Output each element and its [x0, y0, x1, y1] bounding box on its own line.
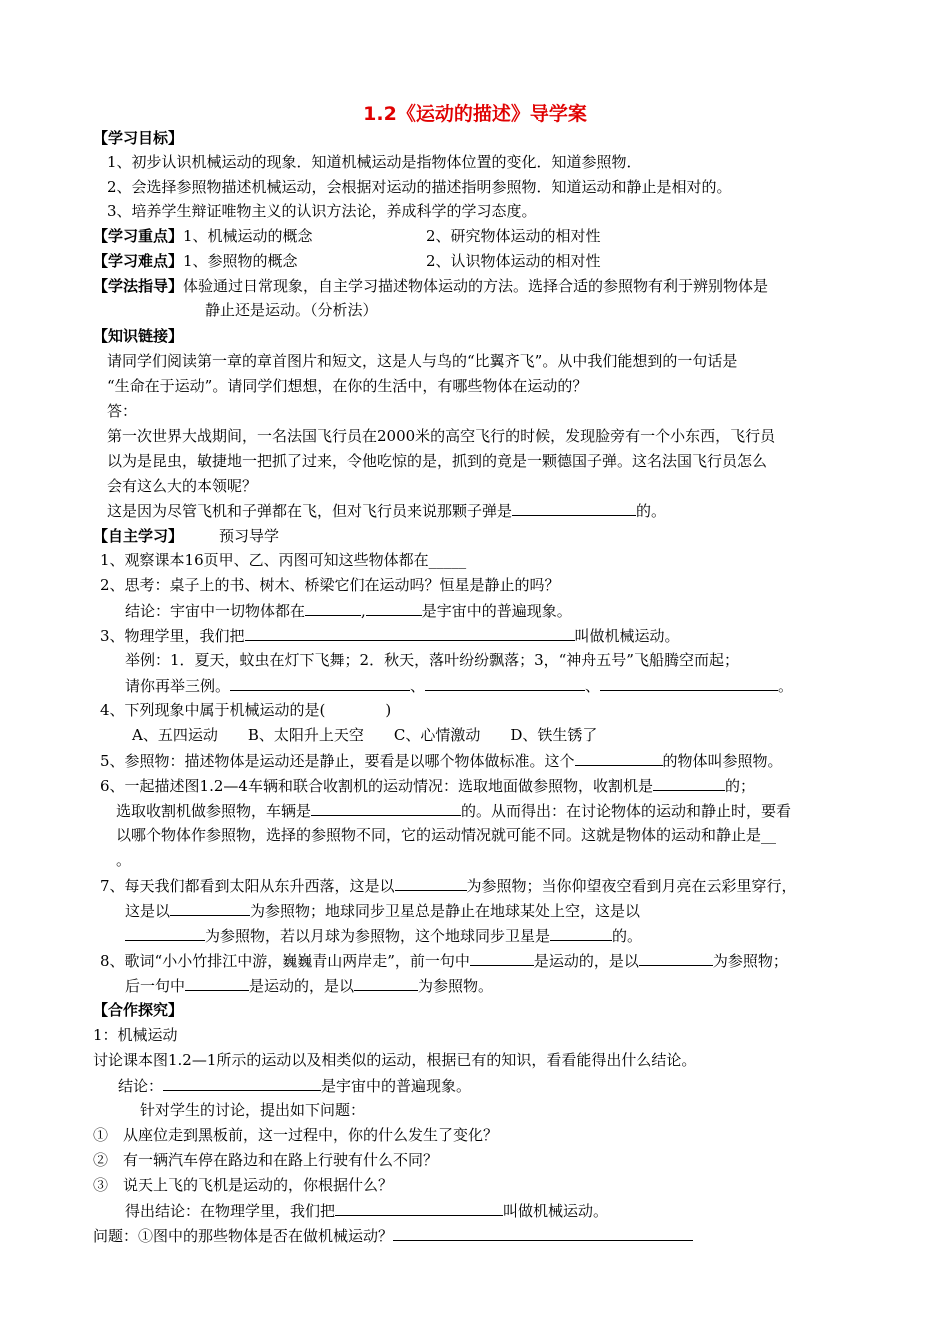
q7-text-2: 为参照物；当你仰望夜空看到月亮在云彩里穿行， — [466, 877, 797, 895]
difficulties-row — [93, 251, 298, 271]
q8-text-4: 后一句中 — [125, 977, 186, 995]
question-3-examples: 举例：1．夏天，蚊虫在灯下飞舞；2．秋天，落叶纷纷飘落；3，“神舟五号”飞船腾空而起； — [125, 651, 739, 669]
q6-text-2: 选取收割机做参照物，车辆是 — [116, 802, 312, 820]
method-line-1: 体验通过日常现象，自主学习描述物体运动的方法。选择合适的参照物有利于辨别物体是 — [183, 277, 769, 295]
q8-text-3: 为参照物； — [712, 952, 788, 970]
question-7-line-3 — [125, 925, 642, 946]
question-8-line-1 — [100, 950, 788, 971]
self-study-sub: 预习导学 — [219, 527, 280, 545]
fill-blank[interactable] — [305, 600, 361, 616]
q7-text-5: 为参照物，若以月球为参照物，这个地球同步卫星是 — [205, 927, 551, 945]
q7-text-3: 这是以 — [125, 902, 171, 920]
q3-period: 。 — [778, 677, 794, 695]
question-7-line-2 — [125, 900, 640, 921]
question-2: 2、思考：桌子上的书、树木、桥梁它们在运动吗？恒星是静止的吗？ — [100, 576, 560, 594]
q7-text: 7、每天我们都看到太阳从东升西落，这是以 — [100, 877, 395, 895]
q5-end: 的物体叫参照物。 — [662, 752, 783, 770]
answer-label: 答： — [107, 402, 138, 420]
knowledge-para-1: 请同学们阅读第一章的章首图片和短文，这是人与鸟的“比翼齐飞”。从中我们能想到的一句话是 — [107, 352, 738, 370]
question-4-options: A、五四运动 B、太阳升上天空 C、心情激动 D、铁生锈了 — [132, 726, 598, 744]
fill-blank[interactable] — [335, 1200, 503, 1216]
final-conclusion — [125, 1200, 608, 1221]
fill-blank[interactable] — [125, 925, 205, 941]
knowledge-para-6 — [107, 500, 666, 521]
section-1-title: 1：机械运动 — [93, 1026, 178, 1044]
fill-blank[interactable] — [575, 750, 663, 766]
self-study-row — [93, 526, 279, 546]
fill-blank[interactable] — [639, 950, 713, 966]
fill-blank[interactable] — [600, 675, 778, 691]
knowledge-para-4: 以为是昆虫，敏捷地一把抓了过来，令他吃惊的是，抓到的竟是一颗德国子弹。这名法国飞行员怎么 — [107, 452, 768, 470]
cooperate-conclusion — [118, 1075, 471, 1096]
final-conclusion-end: 叫做机械运动。 — [503, 1202, 609, 1220]
question-6-line-4: 。 — [116, 851, 132, 869]
objectives-heading: 【学习目标】 — [93, 129, 184, 147]
conclusion-label: 结论： — [118, 1077, 164, 1095]
q2-comma: , — [361, 602, 366, 620]
conclusion-end: 是宇宙中的普遍现象。 — [321, 1077, 472, 1095]
q7-end: 的。 — [612, 927, 643, 945]
fill-blank[interactable] — [512, 500, 636, 516]
knowledge-para-5: 会有这么大的本领呢？ — [107, 477, 258, 495]
fill-blank[interactable] — [470, 950, 534, 966]
q5-text: 5、参照物：描述物体是运动还是静止，要看是以哪个物体做标准。这个 — [100, 752, 575, 770]
fill-blank[interactable] — [311, 800, 461, 816]
fill-blank[interactable] — [230, 675, 410, 691]
knowledge-link-heading: 【知识链接】 — [93, 327, 184, 345]
difficulties-heading: 【学习难点】 — [93, 252, 184, 270]
question-8-line-2 — [125, 975, 493, 996]
objective-item-2: 2、会选择参照物描述机械运动，会根据对运动的描述指明参照物．知道运动和静止是相对的。 — [107, 178, 732, 196]
q2-conclusion-text: 结论：宇宙中一切物体都在 — [125, 602, 306, 620]
q6-text-3: 的。从而得出：在讨论物体的运动和静止时，要看 — [461, 802, 792, 820]
question-6-line-1 — [100, 775, 755, 796]
problem-line — [93, 1225, 693, 1246]
q2-conclusion-end: 是宇宙中的普遍现象。 — [421, 602, 572, 620]
key-point-1: 1、机械运动的概念 — [183, 227, 313, 245]
discussion-intro: 针对学生的讨论，提出如下问题： — [140, 1101, 366, 1119]
fill-blank[interactable] — [653, 775, 725, 791]
discussion-question-3: ③ 说天上飞的飞机是运动的，你根据什么？ — [93, 1176, 394, 1194]
fill-blank[interactable] — [354, 975, 418, 991]
knowledge-para-6-text: 这是因为尽管飞机和子弹都在飞，但对飞行员来说那颗子弹是 — [107, 502, 513, 520]
q8-text-2: 是运动的，是以 — [533, 952, 639, 970]
difficulty-1: 1、参照物的概念 — [183, 252, 298, 270]
cooperate-heading: 【合作探究】 — [93, 1001, 184, 1019]
question-4: 4、下列现象中属于机械运动的是( ) — [100, 701, 392, 719]
q8-text: 8、歌词“小小竹排江中游，巍巍青山两岸走”，前一句中 — [100, 952, 470, 970]
question-1: 1、观察课本16页甲、乙、丙图可知这些物体都在_____ — [100, 551, 467, 569]
q6-text: 6、一起描述图1.2—4车辆和联合收割机的运动情况：选取地面做参照物，收割机是 — [100, 777, 653, 795]
fill-blank[interactable] — [163, 1075, 321, 1091]
knowledge-para-6-end: 的。 — [636, 502, 667, 520]
key-points-row — [93, 226, 313, 246]
discussion-question-1: ① 从座位走到黑板前，这一过程中，你的什么发生了变化？ — [93, 1126, 499, 1144]
q3-end: 叫做机械运动。 — [574, 627, 680, 645]
question-2-conclusion — [125, 600, 572, 621]
objective-item-3: 3、培养学生辩证唯物主义的认识方法论，养成科学的学习态度。 — [107, 202, 537, 220]
q8-text-5: 是运动的，是以 — [249, 977, 355, 995]
key-points-heading: 【学习重点】 — [93, 227, 184, 245]
q3-separator: 、 — [410, 677, 426, 695]
knowledge-para-2: “生命在于运动”。请同学们想想，在你的生活中，有哪些物体在运动的？ — [107, 377, 588, 395]
fill-blank[interactable] — [550, 925, 612, 941]
q7-text-4: 为参照物；地球同步卫星总是静止在地球某处上空，这是以 — [250, 902, 641, 920]
fill-blank[interactable] — [366, 600, 422, 616]
fill-blank[interactable] — [425, 675, 585, 691]
fill-blank[interactable] — [170, 900, 250, 916]
method-line-2: 静止还是运动。（分析法） — [205, 301, 378, 319]
q3-separator: 、 — [585, 677, 601, 695]
objective-item-1: 1、初步认识机械运动的现象．知道机械运动是指物体位置的变化．知道参照物． — [107, 153, 642, 171]
self-study-heading: 【自主学习】 — [93, 527, 184, 545]
difficulty-2: 2、认识物体运动的相对性 — [426, 252, 601, 270]
question-7-line-1 — [100, 875, 797, 896]
q8-end: 为参照物。 — [418, 977, 494, 995]
question-3 — [100, 625, 680, 646]
fill-blank[interactable] — [395, 875, 467, 891]
discuss-text: 讨论课本图1.2—1所示的运动以及相类似的运动，根据已有的知识，看看能得出什么结论。 — [93, 1051, 697, 1069]
method-row — [93, 276, 768, 296]
fill-blank[interactable] — [393, 1225, 693, 1241]
knowledge-para-3: 第一次世界大战期间，一名法国飞行员在2000米的高空飞行的时候，发现脸旁有一个小东西，飞行员 — [107, 427, 776, 445]
q6-end: 的； — [724, 777, 755, 795]
page-title: 1.2《运动的描述》导学案 — [363, 103, 587, 125]
question-5 — [100, 750, 783, 771]
q3-text: 3、物理学里，我们把 — [100, 627, 245, 645]
key-point-2: 2、研究物体运动的相对性 — [426, 227, 601, 245]
discussion-question-2: ② 有一辆汽车停在路边和在路上行驶有什么不同？ — [93, 1151, 439, 1169]
q3-ask-text: 请你再举三例。 — [125, 677, 231, 695]
question-3-ask — [125, 675, 793, 696]
question-6-line-2 — [116, 800, 791, 821]
method-heading: 【学法指导】 — [93, 277, 184, 295]
fill-blank[interactable] — [245, 625, 575, 641]
fill-blank[interactable] — [185, 975, 249, 991]
final-conclusion-text: 得出结论：在物理学里，我们把 — [125, 1202, 336, 1220]
problem-text: 问题：①图中的那些物体是否在做机械运动？ — [93, 1227, 394, 1245]
question-6-line-3: 以哪个物体作参照物，选择的参照物不同，它的运动情况就可能不同。这就是物体的运动和静止是__ — [116, 826, 777, 844]
